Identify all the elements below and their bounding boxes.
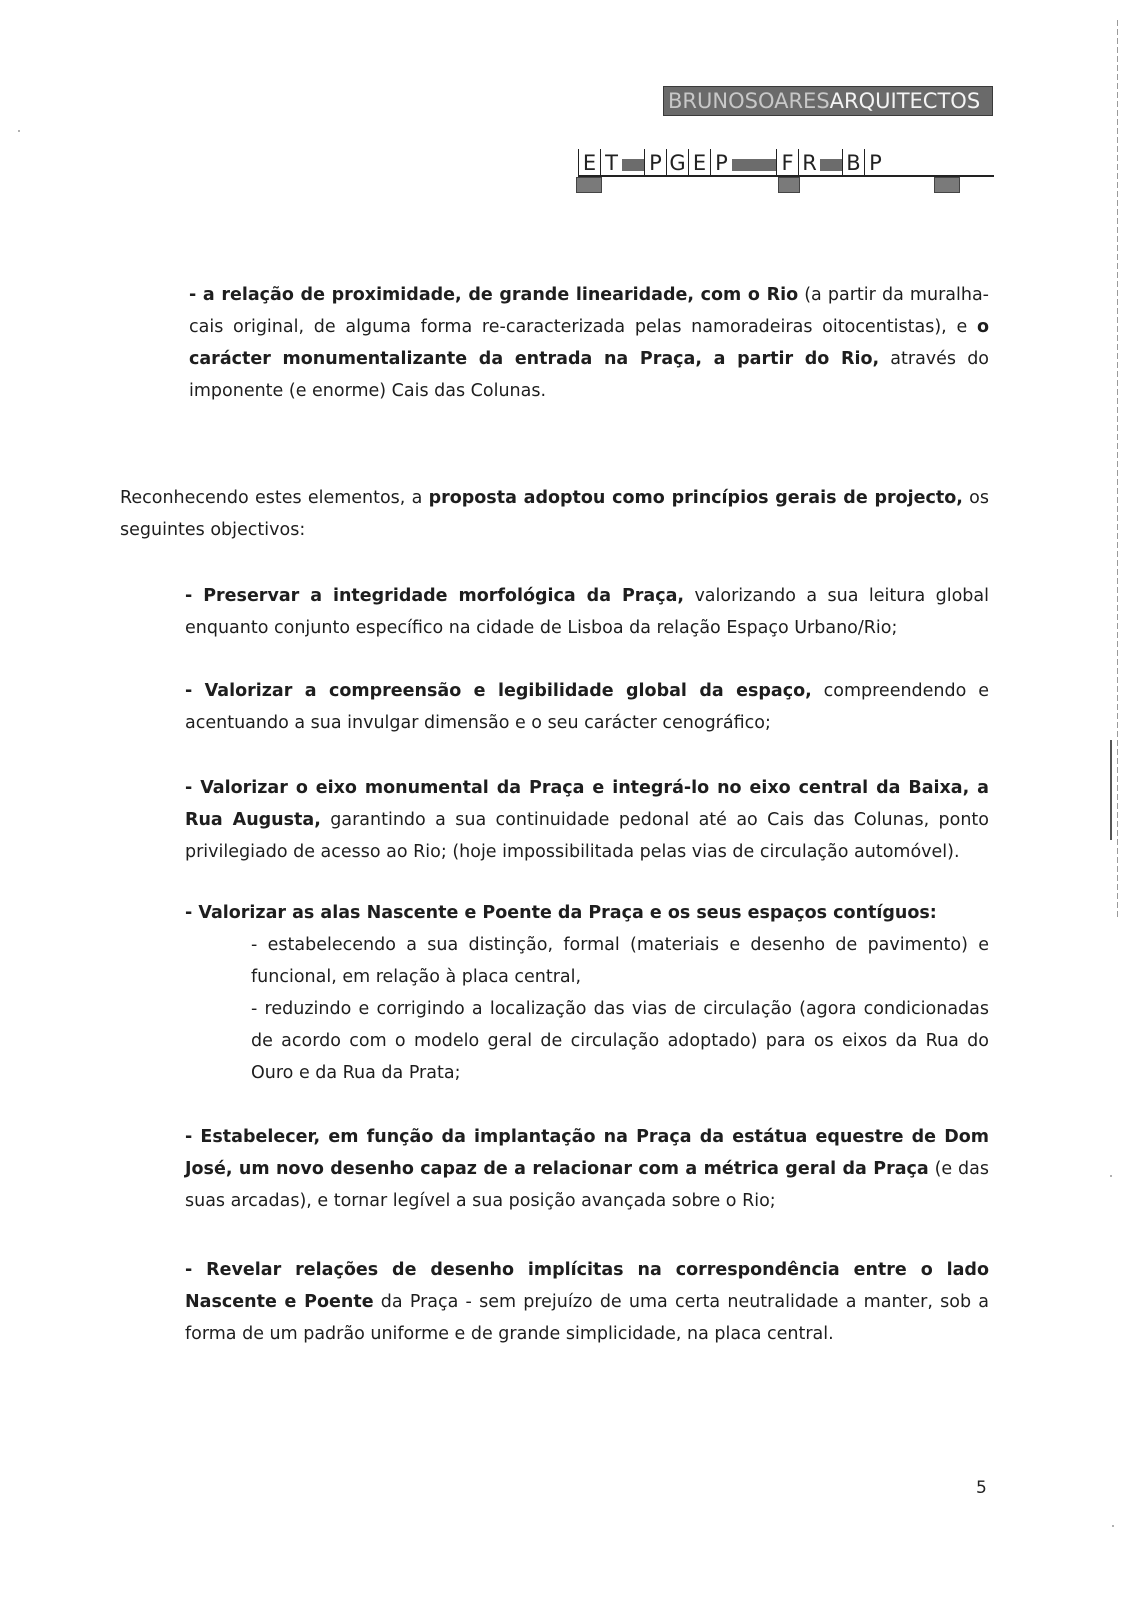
code-gap <box>754 149 776 177</box>
objective-item <box>185 675 989 739</box>
objective-bold: - Preservar a integridade morfológica da Praça, <box>185 586 685 606</box>
scan-margin-line <box>1117 20 1118 920</box>
recognition-text-2: os seguintes objectivos: <box>120 488 989 540</box>
objective-item <box>185 772 989 868</box>
page-number: 5 <box>976 1478 987 1498</box>
objective-text: compreendendo e acentuando a sua invulgar dimensão e o seu carácter cenográfico; <box>185 681 989 733</box>
objective-bold: - Revelar relações de desenho implícitas na correspondência entre o lado Nascente e Poente <box>185 1260 989 1312</box>
objective-bold: - Estabelecer, em função da implantação na Praça da estátua equestre de Dom José, um novo desenho capaz de a relacionar com a métrica geral da Praça <box>185 1127 989 1179</box>
objective-text: da Praça - sem prejuízo de uma certa neutralidade a manter, sob a forma de um padrão uniforme e de grande simplicidade, na placa central. <box>185 1292 989 1344</box>
scan-speck <box>1110 1175 1112 1177</box>
code-letter: F <box>776 149 798 177</box>
code-tab-center <box>778 177 800 193</box>
objective-bold: - Valorizar o eixo monumental da Praça e integrá-lo no eixo central da Baixa, a Rua Augusta, <box>185 778 989 830</box>
intro-text-1: (a partir da muralha-cais original, de alguma forma re-caracterizada pelas namoradeiras oitocentistas), e <box>189 285 989 337</box>
logo-text-soares: SOARES <box>744 89 830 113</box>
objective-bold: - Valorizar a compreensão e legibilidade global da espaço, <box>185 681 812 701</box>
logo-text-bruno: BRUNO <box>668 89 745 113</box>
objective-text: garantindo a sua continuidade pedonal até ao Cais das Colunas, ponto privilegiado de acesso ao Rio; (hoje impossibilitada pelas vias de circulação automóvel). <box>185 810 990 862</box>
sub-item: - estabelecendo a sua distinção, formal (materiais e desenho de pavimento) e funcional, em relação à placa central, <box>251 935 989 987</box>
code-gap <box>622 149 644 177</box>
code-letter: P <box>710 149 732 177</box>
code-letter: R <box>798 149 820 177</box>
code-letter: P <box>644 149 666 177</box>
code-gap <box>732 149 754 177</box>
recognition-bold: proposta adoptou como princípios gerais de projecto, <box>428 488 963 508</box>
recognition-paragraph <box>120 482 989 546</box>
objective-bold: - Valorizar as alas Nascente e Poente da Praça e os seus espaços contíguos: <box>185 903 937 923</box>
objective-text: valorizando a sua leitura global enquanto conjunto específico na cidade de Lisboa da relação Espaço Urbano/Rio; <box>185 586 989 638</box>
intro-paragraph <box>189 279 989 407</box>
code-gap <box>820 149 842 177</box>
objective-item <box>185 1121 989 1217</box>
intro-text-2: através do imponente (e enorme) Cais das Colunas. <box>189 349 990 401</box>
code-letter: E <box>688 149 710 177</box>
code-letter: E <box>578 149 600 177</box>
scan-speck <box>18 130 20 132</box>
objective-item <box>185 580 989 644</box>
company-logo <box>663 86 993 116</box>
objective-item <box>185 897 989 929</box>
recognition-text-1: Reconhecendo estes elementos, a <box>120 488 429 508</box>
intro-bold-2: o carácter monumentalizante da entrada na Praça, a partir do Rio, <box>189 317 989 369</box>
sub-item: - reduzindo e corrigindo a localização das vias de circulação (agora condicionadas de acordo com o modelo geral de circulação adoptado) para os eixos da Rua do Ouro e da Rua da Prata; <box>251 999 989 1083</box>
code-tab-left <box>576 177 602 193</box>
code-letter: G <box>666 149 688 177</box>
code-letter: B <box>842 149 864 177</box>
code-letter: P <box>864 149 886 177</box>
project-code-letters <box>578 145 886 177</box>
logo-text-arquitectos: ARQUITECTOS <box>829 89 981 113</box>
objective-item <box>185 1254 989 1350</box>
scan-margin-mark <box>1110 740 1112 840</box>
project-code-strip <box>578 145 994 195</box>
intro-bold-1: - a relação de proximidade, de grande linearidade, com o Rio <box>189 285 799 305</box>
code-letter: T <box>600 149 622 177</box>
scan-speck <box>1112 1525 1114 1527</box>
code-tab-right <box>934 177 960 193</box>
objective-text: (e das suas arcadas), e tornar legível a sua posição avançada sobre o Rio; <box>185 1159 989 1211</box>
